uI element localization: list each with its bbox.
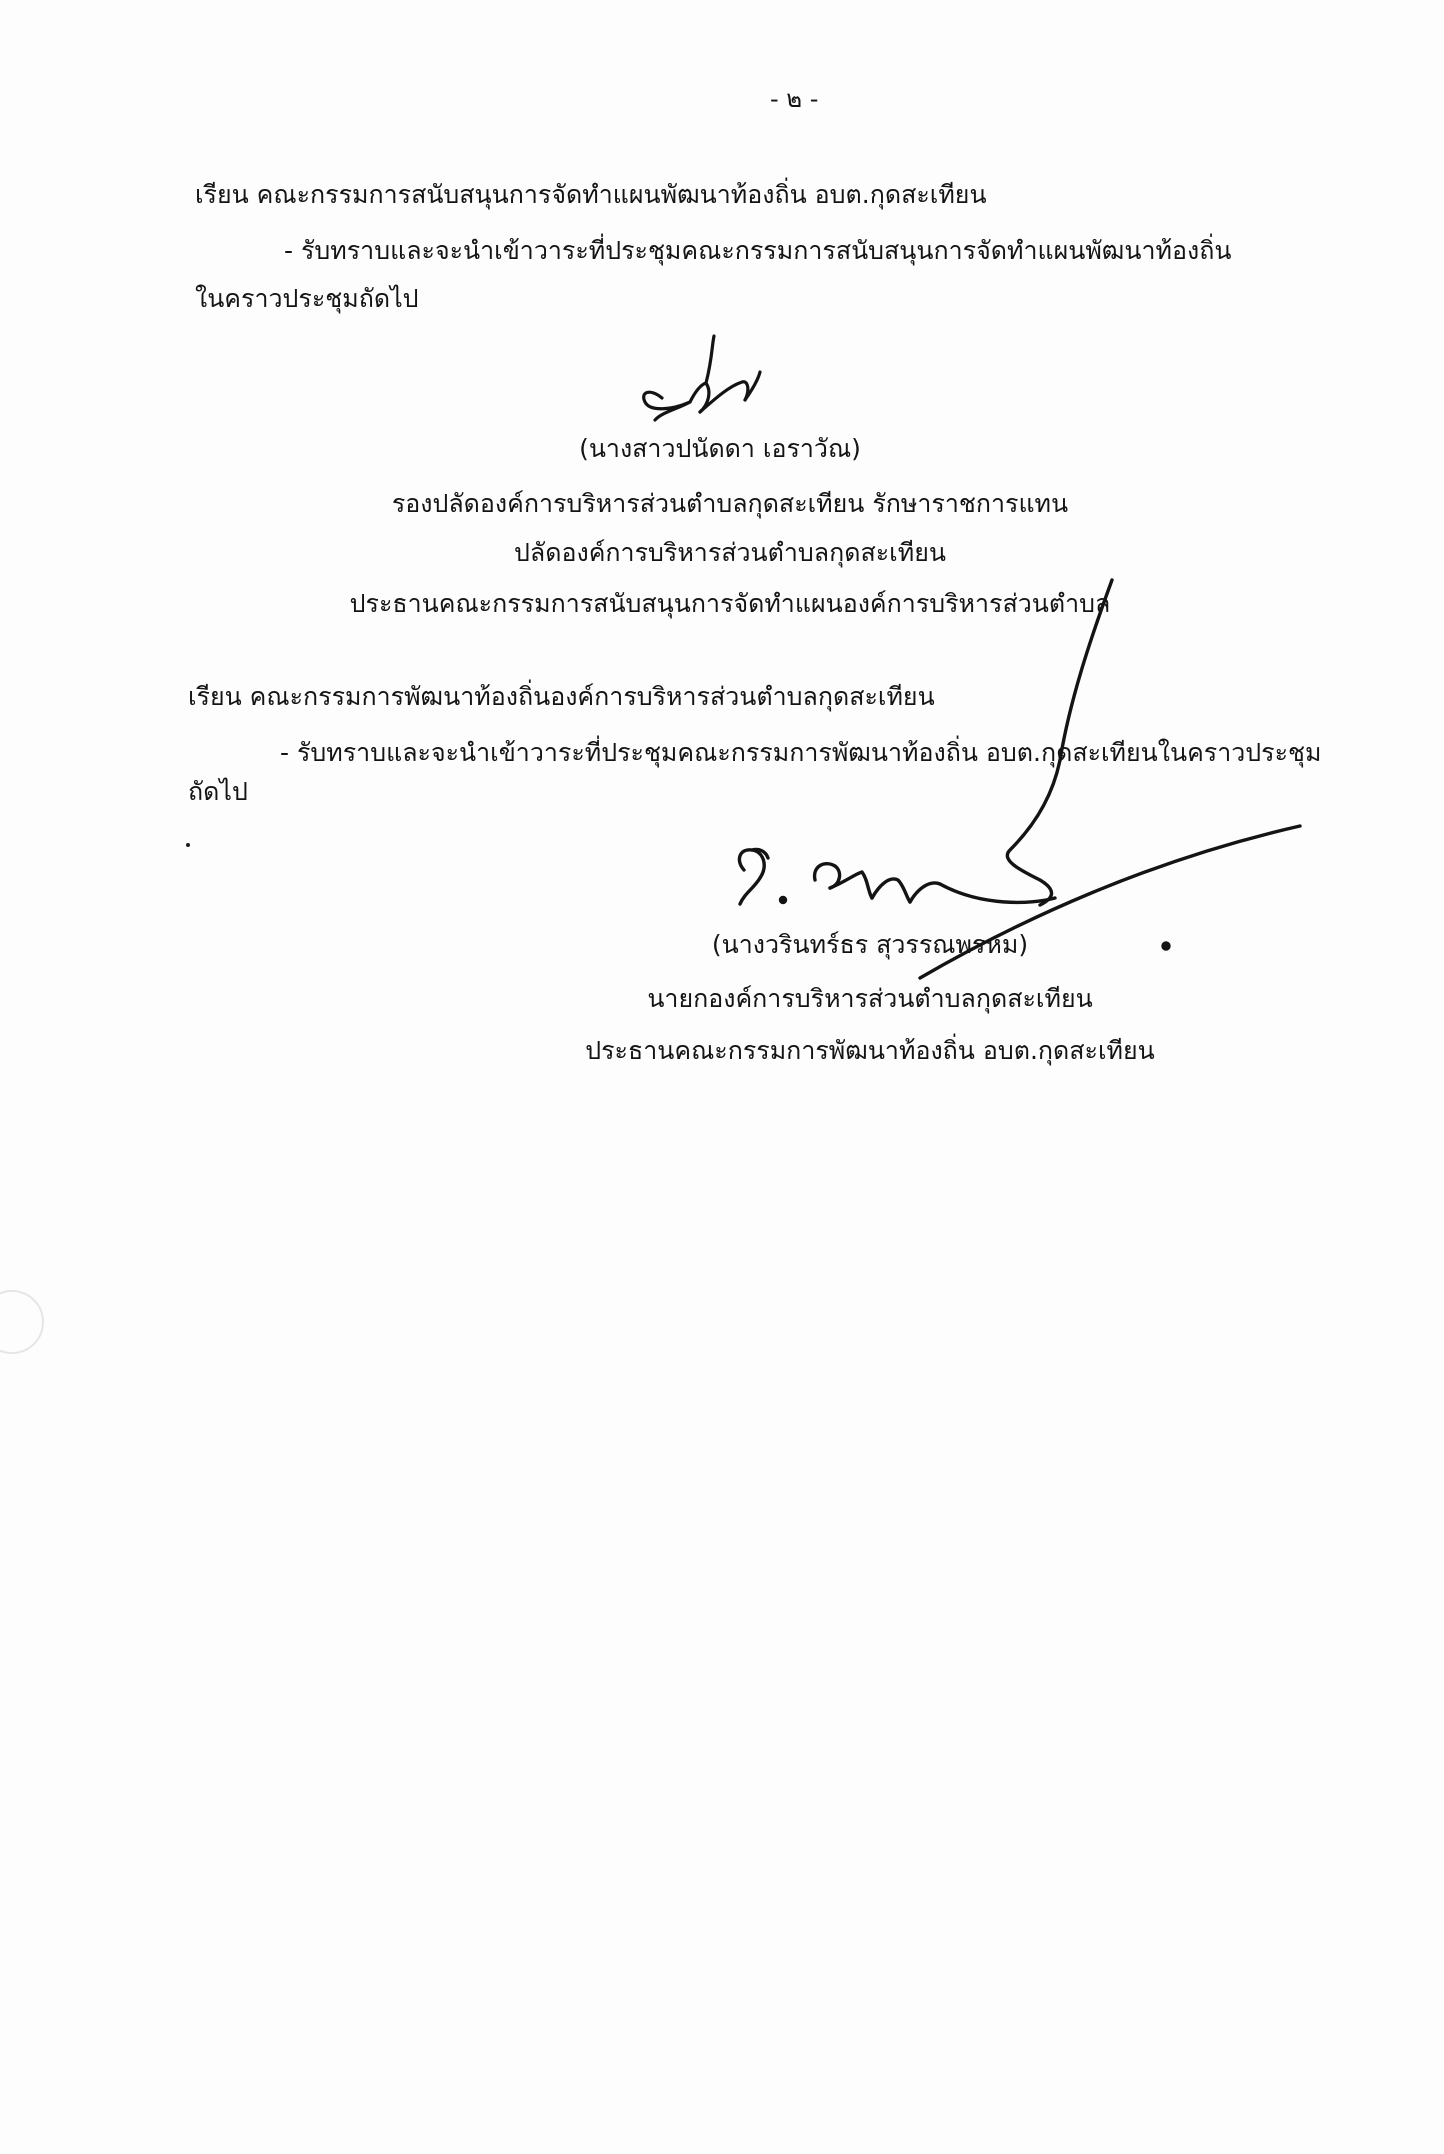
ink-dot-mark: [186, 843, 190, 847]
signature-mayor: [739, 580, 1300, 978]
body-line-development-2: ถัดไป: [188, 777, 248, 806]
signatory-name-deputy: (นางสาวปนัดดา เอราวัณ): [579, 434, 861, 463]
body-line-planning-1: - รับทราบและจะนำเข้าวาระที่ประชุมคณะกรรมการสนับสนุนการจัดทำแผนพัฒนาท้องถิ่น: [284, 236, 1232, 265]
body-line-development-1: - รับทราบและจะนำเข้าวาระที่ประชุมคณะกรรมการพัฒนาท้องถิ่น อบต.กุดสะเทียนในคราวประชุม: [280, 738, 1322, 767]
page-number: - ๒ -: [770, 85, 819, 113]
signatory-title-deputy-2: ปลัดองค์การบริหารส่วนตำบลกุดสะเทียน: [514, 538, 946, 567]
signatory-title-mayor-2: ประธานคณะกรรมการพัฒนาท้องถิ่น อบต.กุดสะเทียน: [585, 1036, 1155, 1065]
signatory-title-deputy-1: รองปลัดองค์การบริหารส่วนตำบลกุดสะเทียน รักษาราชการแทน: [391, 489, 1069, 518]
scan-hole-mark: [0, 1290, 44, 1354]
signatory-title-deputy-3: ประธานคณะกรรมการสนับสนุนการจัดทำแผนองค์การบริหารส่วนตำบล: [349, 589, 1111, 618]
addressee-development-committee: เรียน คณะกรรมการพัฒนาท้องถิ่นองค์การบริหารส่วนตำบลกุดสะเทียน: [188, 682, 935, 711]
signature-deputy: [644, 336, 760, 420]
body-line-planning-2: ในคราวประชุมถัดไป: [195, 284, 419, 313]
signatory-name-mayor: (นางวรินทร์ธร สุวรรณพรหม): [711, 930, 1029, 959]
addressee-planning-committee: เรียน คณะกรรมการสนับสนุนการจัดทำแผนพัฒนาท้องถิ่น อบต.กุดสะเทียน: [195, 180, 987, 209]
signatory-title-mayor-1: นายกองค์การบริหารส่วนตำบลกุดสะเทียน: [647, 984, 1093, 1013]
